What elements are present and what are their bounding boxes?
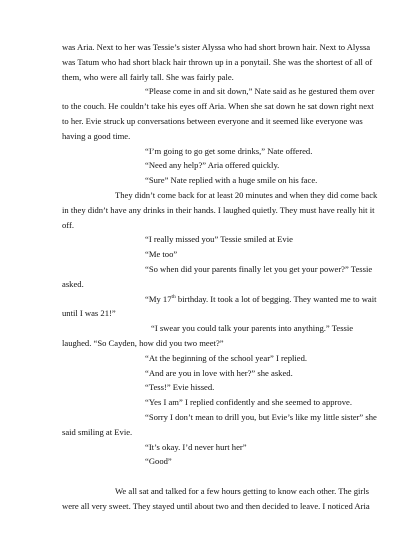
paragraph-gap: [62, 469, 382, 484]
dialogue-text: “My 17: [145, 293, 172, 304]
dialogue-line: “Need any help?” Aria offered quickly.: [145, 160, 280, 171]
dialogue-line: “So when did your parents finally let you get your power?” Tessie asked.: [62, 263, 373, 289]
dialogue-line: “Sorry I don’t mean to drill you, but Evie’s like my little sister” she said smiling at Evie.: [62, 411, 377, 437]
dialogue-line: “Me too”: [145, 249, 178, 260]
dialogue-line: “Yes I am” I replied confidently and she seemed to approve.: [145, 397, 352, 408]
superscript: th: [171, 293, 176, 300]
paragraph: was Aria. Next to her was Tessie’s sister Alyssa who had short brown hair. Next to Alyssa was Tatum who had short black hair thrown up in a ponytail. She was the shortest of all of them, who were all fairly tall. She was fairly pale.: [62, 42, 373, 82]
paragraph: “Please come in and sit down,” Nate said as he gestured them over to the couch. He couldn’t take his eyes off Aria. When she sat down he sat down right next to her. Evie struck up conversations between everyone and it seemed like everyone was having a good time.: [62, 86, 375, 141]
dialogue-text: birthday. It took a lot of begging. They wanted me to wait until I was 21!”: [62, 293, 377, 319]
paragraph: “I swear you could talk your parents into anything.” Tessie laughed. “So Cayden, how did you two meet?”: [62, 323, 354, 348]
paragraph: We all sat and talked for a few hours getting to know each other. The girls were all very sweet. They stayed until about two and then decided to leave. I noticed Aria: [62, 485, 370, 511]
dialogue-line: “Tess!” Evie hissed.: [145, 382, 215, 393]
dialogue-line: “I’m going to go get some drinks,” Nate offered.: [145, 145, 313, 156]
dialogue-line: “Sure” Nate replied with a huge smile on his face.: [145, 175, 318, 186]
dialogue-line: [62, 292, 382, 322]
dialogue-line: “I really missed you” Tessie smiled at Evie: [145, 234, 293, 245]
body-text: [62, 40, 382, 514]
dialogue-line: “It’s okay. I’d never hurt her”: [145, 441, 247, 452]
dialogue-line: “Good”: [145, 456, 172, 467]
dialogue-line: “At the beginning of the school year” I replied.: [145, 352, 308, 363]
paragraph: They didn’t come back for at least 20 minutes and when they did come back in they didn’t have any drinks in their hands. I laughed quietly. They must have really hit it off.: [62, 189, 378, 230]
dialogue-line: “And are you in love with her?” she asked.: [145, 367, 293, 378]
